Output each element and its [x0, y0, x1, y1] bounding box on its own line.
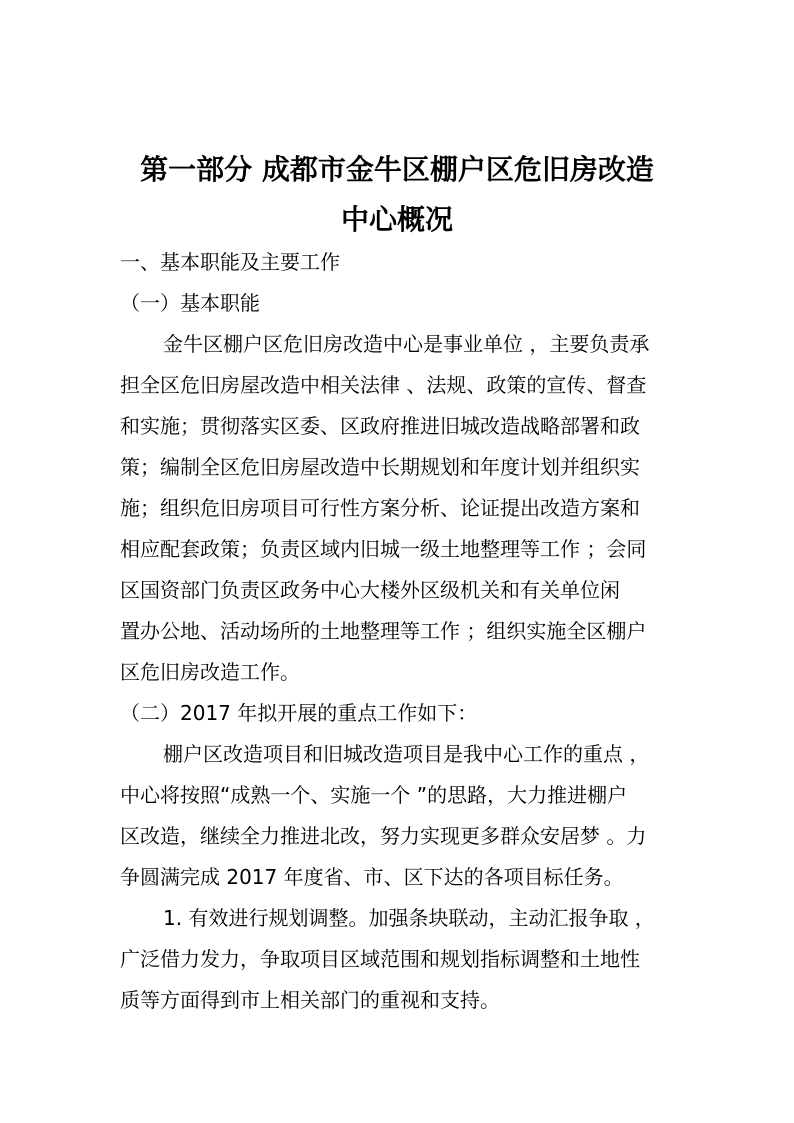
paragraph-line: 广泛借力发力，争取项目区域范围和规划指标调整和土地性: [120, 947, 640, 971]
paragraph-line: 1. 有效进行规划调整。加强条块联动，主动汇报争取 ，: [163, 906, 655, 930]
paragraph-line: 中心将按照“成熟一个、实施一个 ”的思路，大力推进棚户: [120, 783, 628, 807]
paragraph-line: 置办公地、活动场所的土地整理等工作 ；组织实施全区棚户: [120, 619, 647, 643]
document-title-line-1: 第一部分 成都市金牛区棚户区危旧房改造: [140, 153, 654, 186]
paragraph-line: 施；组织危旧房项目可行性方案分析、论证提出改造方案和: [120, 496, 640, 520]
paragraph-line: 区改造，继续全力推进北改，努力实现更多群众安居梦 。力: [120, 824, 647, 848]
subsection-heading: （二）2017 年拟开展的重点工作如下：: [120, 701, 478, 725]
section-heading: 一、基本职能及主要工作: [120, 250, 340, 274]
paragraph-line: 和实施；贯彻落实区委、区政府推进旧城改造战略部署和政: [120, 414, 640, 438]
document-title-line-2: 中心概况: [340, 203, 453, 236]
paragraph-line: 相应配套政策；负责区域内旧城一级土地整理等工作 ；会同: [120, 537, 647, 561]
paragraph-line: 区危旧房改造工作。: [120, 660, 300, 684]
paragraph-line: 区国资部门负责区政务中心大楼外区级机关和有关单位闲: [120, 578, 620, 602]
paragraph-line: 质等方面得到市上相关部门的重视和支持。: [120, 988, 500, 1012]
paragraph-line: 金牛区棚户区危旧房改造中心是事业单位 ，主要负责承: [163, 332, 650, 356]
paragraph-line: 担全区危旧房屋改造中相关法律 、法规、政策的宣传、督查: [120, 373, 647, 397]
subsection-heading: （一）基本职能: [120, 291, 260, 315]
paragraph-line: 棚户区改造项目和旧城改造项目是我中心工作的重点 ，: [163, 742, 650, 766]
paragraph-line: 策；编制全区危旧房屋改造中长期规划和年度计划并组织实: [120, 455, 640, 479]
paragraph-line: 争圆满完成 2017 年度省、市、区下达的各项目标任务。: [120, 865, 624, 889]
